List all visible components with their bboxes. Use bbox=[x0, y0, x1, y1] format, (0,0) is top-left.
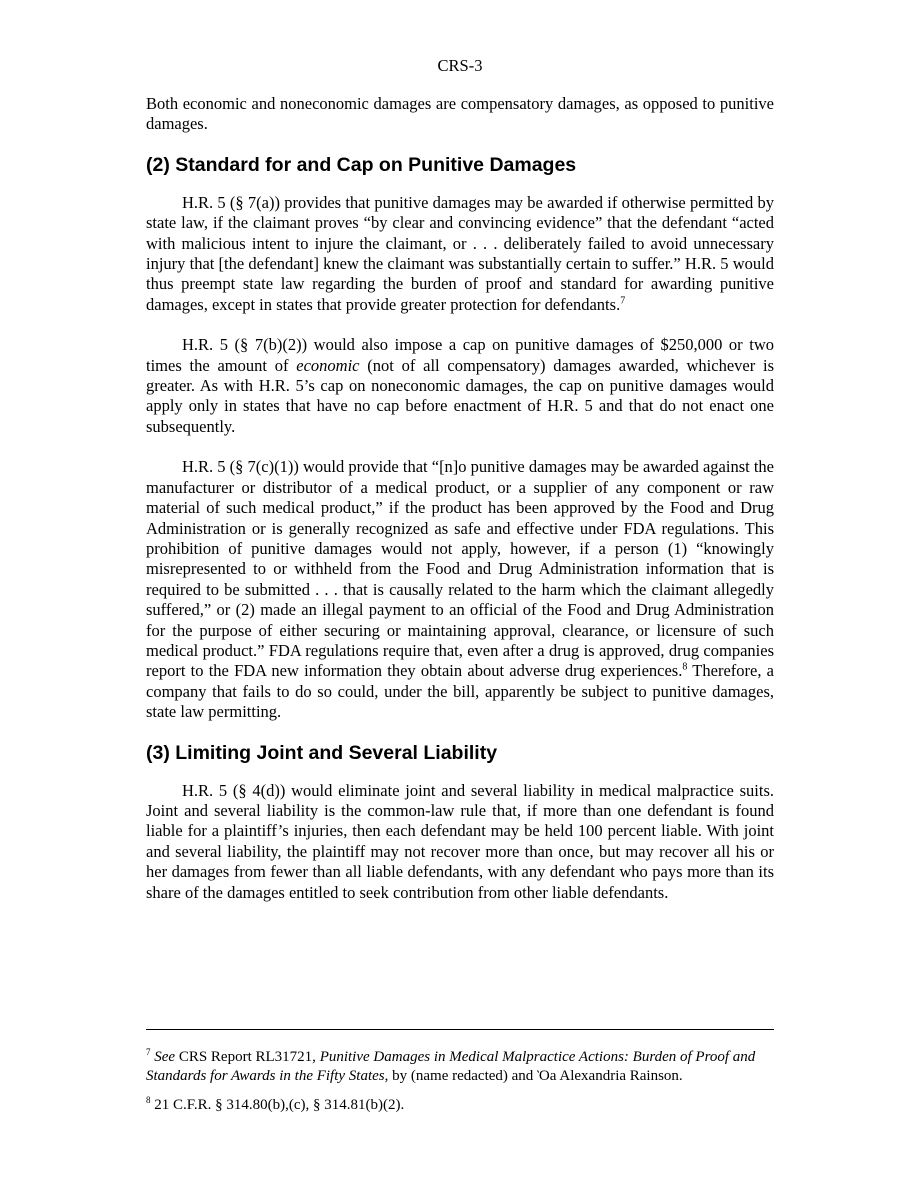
section-2-paragraph-3-text-after: Therefore, a company that fails to do so could, under the bill, apparently be subject to punitive damages, state law permitting. bbox=[146, 661, 775, 722]
section-2-paragraph-2-text-after: (not of all compensatory) damages awarded, whichever is greater. As with H.R. 5’s cap on noneconomic damages, the cap on punitive damages would apply only in states that have no cap before enactment of H.R. 5 and that do not enact one subsequently. bbox=[146, 355, 774, 436]
footnote-7 bbox=[146, 1048, 774, 1086]
page-number: CRS-3 bbox=[437, 56, 483, 75]
footnote-8 bbox=[146, 1096, 774, 1115]
footnote-7-report-title: Punitive Damages in Medical Malpractice Actions: Burden of Proof and Standards for Awards in the Fifty States bbox=[146, 1049, 756, 1084]
footnote-divider bbox=[146, 1029, 774, 1030]
footnotes bbox=[146, 1048, 774, 1115]
document-page bbox=[146, 56, 774, 903]
section-2-paragraph-3 bbox=[146, 457, 774, 722]
section-2-paragraph-3-text-before: H.R. 5 (§ 7(c)(1)) would provide that “[n]o punitive damages may be awarded against the manufacturer or distributor of a medical product, or a supplier of any component or raw material of such medical product,” if the product has been approved by the Food and Drug Administration or is generally recognized as safe and effective under FDA regulations. This prohibition of punitive damages would not apply, however, if a person (1) “knowingly misrepresented to or withheld from the Food and Drug Administration information that is required to be submitted . . . that is causally related to the harm which the claimant allegedly suffered,” or (2) made an illegal payment to an official of the Food and Drug Administration for the purpose of either securing or maintaining approval, clearance, or licensure of such medical product.” FDA regulations require that, even after a drug is approved, drug companies report to the FDA new information they obtain about adverse drug experiences. bbox=[146, 457, 774, 681]
footnote-ref-8[interactable]: 8 bbox=[682, 661, 688, 673]
section-2-paragraph-1 bbox=[146, 193, 774, 315]
section-2-paragraph-2 bbox=[146, 335, 774, 437]
footnote-7-number: 7 bbox=[146, 1047, 151, 1057]
footnote-7-see: See bbox=[154, 1049, 176, 1065]
section-3-paragraph-1: H.R. 5 (§ 4(d)) would eliminate joint and several liability in medical malpractice suits. Joint and several liability is the common-law rule that, if more than one defendant is found liable for a plaintiff’s injuries, then each defendant may be held 100 percent liable. With joint and several liability, the plaintiff may not recover more than once, but may recover all his or her damages from fewer than all liable defendants, with any defendant who pays more than its share of the damages entitled to seek contribution from other liable defendants. bbox=[146, 780, 774, 902]
footnote-8-text: 21 C.F.R. § 314.80(b),(c), § 314.81(b)(2). bbox=[150, 1097, 405, 1113]
footnote-7-text-after: , by (name redacted) and Ὸa Alexandria Rainson. bbox=[384, 1068, 683, 1084]
footnote-8-number: 8 bbox=[146, 1095, 151, 1105]
footnote-ref-7[interactable]: 7 bbox=[620, 295, 626, 307]
section-2-heading: (2) Standard for and Cap on Punitive Damages bbox=[146, 153, 577, 176]
economic-emphasis: economic bbox=[296, 355, 360, 375]
section-2-paragraph-1-text: H.R. 5 (§ 7(a)) provides that punitive damages may be awarded if otherwise permitted by state law, if the claimant proves “by clear and convincing evidence” that the defendant “acted with malicious intent to injure the claimant, or . . . deliberately failed to avoid unnecessary injury that [the defendant] knew the claimant was substantially certain to suffer.” H.R. 5 would thus preempt state law regarding the burden of proof and standard for awarding punitive damages, except in states that provide greater protection for defendants. bbox=[146, 192, 774, 314]
section-3-heading: (3) Limiting Joint and Several Liability bbox=[146, 741, 498, 764]
footnote-7-text-before: CRS Report RL31721, bbox=[175, 1049, 320, 1065]
intro-paragraph: Both economic and noneconomic damages are compensatory damages, as opposed to punitive damages. bbox=[146, 94, 774, 134]
section-2-paragraph-2-text-before: H.R. 5 (§ 7(b)(2)) would also impose a cap on punitive damages of $250,000 or two times the amount of bbox=[146, 335, 774, 375]
